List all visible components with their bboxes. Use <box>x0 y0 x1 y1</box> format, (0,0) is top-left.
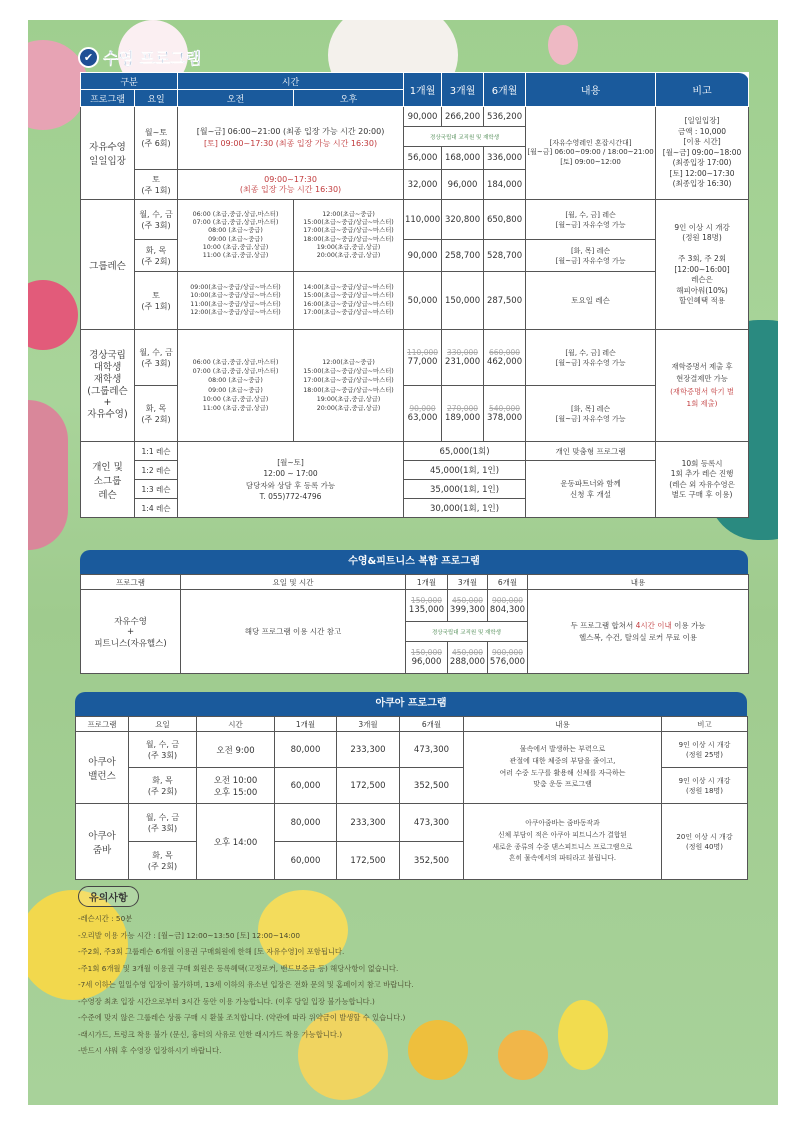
day-cell: 화, 목 (주 2회) <box>135 386 178 442</box>
original-price: 900,000 <box>491 596 523 605</box>
header-time: 시간 <box>197 717 275 732</box>
precaution-item: -반드시 샤워 후 수영장 입장하시기 바랍니다. <box>78 1046 222 1055</box>
price-6m: 336,000 <box>484 147 526 170</box>
price-1m: 50,000 <box>404 272 442 330</box>
time-saturday-only: 09:00~17:30 (최종 입장 가능 시간 16:30) <box>178 170 404 200</box>
day-cell: 토 (주 1회) <box>135 170 178 200</box>
lesson-type: 1:4 레슨 <box>135 499 178 518</box>
pm-schedule: 12:00(초급~중급) 15:00(초급~중급/상급~마스터) 17:00(초급~중급/상급~마스터) 18:00(초급~중급/상급~마스터) 19:00(초급,중급,상급) 20:00(초급,중급,상급) <box>294 200 404 272</box>
header-content: 내용 <box>464 717 662 732</box>
price-1m: 150,000 135,000 <box>406 590 448 622</box>
price-6m: 660,000 462,000 <box>484 330 526 386</box>
header-1month: 1개월 <box>275 717 337 732</box>
day-cell: 화, 목 (주 2회) <box>129 842 197 880</box>
price-3m: 266,200 <box>442 107 484 127</box>
original-price: 540,000 <box>489 404 521 413</box>
original-price: 660,000 <box>489 348 521 357</box>
price-1m: 150,000 96,000 <box>406 642 448 674</box>
program-group-lesson: 그룹레슨 <box>81 200 135 330</box>
price-3m: 150,000 <box>442 272 484 330</box>
time-saturday: [토] 09:00~17:30 (최종 입장 가능 시간 16:30) <box>203 139 378 148</box>
price-3m: 172,500 <box>337 768 400 804</box>
lesson-type: 1:2 레슨 <box>135 461 178 480</box>
header-content: 내용 <box>528 575 749 590</box>
lesson-type: 1:1 레슨 <box>135 442 178 461</box>
original-price: 150,000 <box>410 596 442 605</box>
header-program: 프로그램 <box>81 575 181 590</box>
note-cell: 9인 이상 시 개강 (정원 18명) <box>662 768 748 804</box>
time-cell: 오후 14:00 <box>197 804 275 880</box>
stem-decoration <box>28 400 68 550</box>
time-cell: 오전 10:00 오후 15:00 <box>197 768 275 804</box>
content-cell: [월, 수, 금] 레슨 [월~금] 자유수영 가능 <box>526 330 656 386</box>
program-student: 경상국립 대학생 재학생 (그룹레슨 + 자유수영) <box>81 330 135 442</box>
precaution-item: -레슨시간 : 50분 <box>78 914 133 923</box>
price-3m: 168,000 <box>442 147 484 170</box>
staff-student-label: 경상국립대 교직원 및 재학생 <box>404 127 526 147</box>
program-free-swim: 자유수영 일일입장 <box>81 107 135 200</box>
original-price: 900,000 <box>491 648 523 657</box>
am-schedule: 06:00 (초급,중급,상급,마스터) 07:00 (초급,중급,상급,마스터) 08:00 (초급~중급) 09:00 (초급~중급) 10:00 (초급,중급,상급) 11:00 (초급,중급,상급) <box>178 200 294 272</box>
note-student: 재학증명서 제출 후 현장결제만 가능 (재학증명서 학기 별 1회 제출) <box>656 330 749 442</box>
price-6m: 287,500 <box>484 272 526 330</box>
pm-schedule: 14:00(초급~중급/상급~마스터) 15:00(초급~중급/상급~마스터) 16:00(초급~중급/상급~마스터) 17:00(초급~중급/상급~마스터) <box>294 272 404 330</box>
price-1m: 80,000 <box>275 804 337 842</box>
price-1m: 56,000 <box>404 147 442 170</box>
price-6m: 540,000 378,000 <box>484 386 526 442</box>
day-cell: 토 (주 1회) <box>135 272 178 330</box>
precaution-item: -7세 이하는 일일수영 입장이 불가하며, 13세 이하의 유소년 입장은 전화 문의 및 홈페이지 참고 바랍니다. <box>78 980 414 989</box>
day-cell: 화, 목 (주 2회) <box>135 240 178 272</box>
price-per-session: 35,000(1회, 1인) <box>404 480 526 499</box>
precautions-section <box>78 886 578 1060</box>
note-free-swim: [일일입장] 금액 : 10,000 [이용 시간] [월~금] 09:00~18:00 (최종입장 17:00) [토] 12:00~17:30 (최종입장 16:30) <box>656 107 749 200</box>
time-weekday: [월~금] 06:00~21:00 (최종 입장 가능 시간 20:00) <box>196 127 385 136</box>
header-time: 시간 <box>178 73 404 90</box>
precautions-title: 유의사항 <box>78 886 139 907</box>
combo-content: 두 프로그램 합쳐서 4시간 이내 이용 가능 헬스복, 수건, 탈의실 로커 무료 이용 <box>528 590 749 674</box>
original-price: 450,000 <box>451 648 483 657</box>
content-cell: [화, 목] 레슨 [월~금] 자유수영 가능 <box>526 240 656 272</box>
program-aqua-balance: 아쿠아 밸런스 <box>76 732 129 804</box>
flower-decoration <box>548 25 578 65</box>
price-3m: 233,300 <box>337 732 400 768</box>
price-6m: 352,500 <box>400 768 464 804</box>
price-1m: 110,000 77,000 <box>404 330 442 386</box>
price-1m: 80,000 <box>275 732 337 768</box>
original-price: 330,000 <box>447 348 479 357</box>
header-note: 비고 <box>662 717 748 732</box>
header-pm: 오후 <box>294 90 404 107</box>
time-cell: 오전 9:00 <box>197 732 275 768</box>
content-cell: 아쿠아줌바는 줌바동작과 신체 부담이 적은 아쿠아 피트니스가 결합된 새로운 종류의 수중 댄스피트니스 프로그램으로 흔히 물속에서의 파티라고 불립니다. <box>464 804 662 880</box>
content-cell: 운동파트너와 함께 신청 후 개설 <box>526 461 656 518</box>
precaution-item: -수영장 최초 입장 시간으로부터 3시간 동안 이용 가능합니다. (이후 당일 입장 불가능합니다.) <box>78 996 375 1006</box>
am-schedule: 06:00 (초급,중급,상급,마스터) 07:00 (초급,중급,상급,마스터) 08:00 (초급~중급) 09:00 (초급~중급) 10:00 (초급,중급,상급) 11:00 (초급,중급,상급) <box>178 330 294 442</box>
price-3m: 172,500 <box>337 842 400 880</box>
original-price: 90,000 <box>409 404 436 413</box>
day-cell: 월, 수, 금 (주 3회) <box>129 732 197 768</box>
aqua-program-title: 아쿠아 프로그램 <box>75 692 747 716</box>
section-title-text: 수영 프로그램 <box>103 49 202 68</box>
combo-program-title: 수영&피트니스 복합 프로그램 <box>80 550 748 574</box>
price-6m: 352,500 <box>400 842 464 880</box>
header-am: 오전 <box>178 90 294 107</box>
price-6m: 528,700 <box>484 240 526 272</box>
header-1month: 1개월 <box>404 73 442 107</box>
check-circle-icon: ✔ <box>78 47 99 68</box>
header-program: 프로그램 <box>76 717 129 732</box>
content-free-swim: [자유수영레인 혼잡시간대] [월~금] 06:00~09:00 / 18:00~21:00 [토] 09:00~12:00 <box>526 107 656 200</box>
header-program: 프로그램 <box>81 90 135 107</box>
content-cell: 물속에서 발생하는 부력으로 관절에 대한 체중의 부담을 줄이고, 여러 수중 도구를 활용해 신체를 자극하는 맞춤 운동 프로그램 <box>464 732 662 804</box>
private-time: [월~토] 12:00 ~ 17:00 담당자와 상담 후 등록 가능 T. 055)772-4796 <box>178 442 404 518</box>
precaution-item: -수준에 맞지 않은 그룹레슨 상품 구매 시 환불 조치합니다. (약관에 따라 위약금이 발생할 수 있습니다.) <box>78 1013 406 1022</box>
header-3month: 3개월 <box>442 73 484 107</box>
precaution-item: -오리발 이용 가능 시간 : [월~금] 12:00~13:50 [토] 12:00~14:00 <box>78 930 301 940</box>
content-cell: 토요일 레슨 <box>526 272 656 330</box>
price-6m: 473,300 <box>400 732 464 768</box>
header-time: 요일 및 시간 <box>181 575 406 590</box>
precaution-item: -래시가드, 트렁크 착용 불가 (문신, 흉터의 사유로 인한 래시가드 착용 가능합니다.) <box>78 1029 343 1039</box>
header-3month: 3개월 <box>448 575 488 590</box>
price-6m: 473,300 <box>400 804 464 842</box>
program-private-lesson: 개인 및 소그룹 레슨 <box>81 442 135 518</box>
aqua-program-table <box>75 692 747 880</box>
swim-program-title <box>78 46 201 69</box>
header-day: 요일 <box>129 717 197 732</box>
program-aqua-zumba: 아쿠아 줌바 <box>76 804 129 880</box>
content-cell: [화, 목] 레슨 [월~금] 자유수영 가능 <box>526 386 656 442</box>
time-cell <box>178 107 404 170</box>
combo-program-name: 자유수영 + 피트니스(자유헬스) <box>81 590 181 674</box>
price-6m: 900,000 804,300 <box>488 590 528 622</box>
price-6m: 536,200 <box>484 107 526 127</box>
price-per-session: 45,000(1회, 1인) <box>404 461 526 480</box>
price-3m: 96,000 <box>442 170 484 200</box>
content-cell: [월, 수, 금] 레슨 [월~금] 자유수영 가능 <box>526 200 656 240</box>
price-6m: 650,800 <box>484 200 526 240</box>
note-cell: 9인 이상 시 개강 (정원 25명) <box>662 732 748 768</box>
swim-program-table <box>80 72 748 518</box>
day-cell: 화, 목 (주 2회) <box>129 768 197 804</box>
header-3month: 3개월 <box>337 717 400 732</box>
price-6m: 900,000 576,000 <box>488 642 528 674</box>
original-price: 450,000 <box>451 596 483 605</box>
note-cell: 20인 이상 시 개강 (정원 40명) <box>662 804 748 880</box>
combo-time: 해당 프로그램 이용 시간 참고 <box>181 590 406 674</box>
flower-decoration <box>28 280 78 350</box>
price-3m: 330,000 231,000 <box>442 330 484 386</box>
price-1m: 90,000 <box>404 107 442 127</box>
price-3m: 320,800 <box>442 200 484 240</box>
precaution-item: -주1회 6개월 및 3개월 이용권 구매 회원은 등록혜택(고정로커, 밴드보증금 등) 해당사항이 없습니다. <box>78 963 399 973</box>
combo-program-table <box>80 550 748 674</box>
header-6month: 6개월 <box>484 73 526 107</box>
price-6m: 184,000 <box>484 170 526 200</box>
price-per-session: 30,000(1회, 1인) <box>404 499 526 518</box>
staff-student-label: 경상국립대 교직원 및 재학생 <box>406 622 528 642</box>
original-price: 110,000 <box>407 348 439 357</box>
header-category: 구분 <box>81 73 178 90</box>
pm-schedule: 12:00(초급~중급) 15:00(초급~중급/상급~마스터) 17:00(초급~중급/상급~마스터) 18:00(초급~중급/상급~마스터) 19:00(초급,중급,상급) 20:00(초급,중급,상급) <box>294 330 404 442</box>
price-3m: 270,000 189,000 <box>442 386 484 442</box>
price-1m: 60,000 <box>275 768 337 804</box>
header-6month: 6개월 <box>488 575 528 590</box>
price-3m: 450,000 288,000 <box>448 642 488 674</box>
header-content: 내용 <box>526 73 656 107</box>
price-1m: 90,000 63,000 <box>404 386 442 442</box>
price-1m: 60,000 <box>275 842 337 880</box>
price-3m: 233,300 <box>337 804 400 842</box>
price-per-session: 65,000(1회) <box>404 442 526 461</box>
original-price: 150,000 <box>410 648 442 657</box>
original-price: 270,000 <box>447 404 479 413</box>
header-6month: 6개월 <box>400 717 464 732</box>
lesson-type: 1:3 레슨 <box>135 480 178 499</box>
note-private: 10회 등록시 1회 추가 레슨 진행 (레슨 외 자유수영은 별도 구매 후 이용) <box>656 442 749 518</box>
price-1m: 110,000 <box>404 200 442 240</box>
am-schedule: 09:00(초급~중급/상급~마스터) 10:00(초급~중급/상급~마스터) 11:00(초급~중급/상급~마스터) 12:00(초급~중급/상급~마스터) <box>178 272 294 330</box>
price-1m: 32,000 <box>404 170 442 200</box>
content-cell: 개인 맞춤형 프로그램 <box>526 442 656 461</box>
day-cell: 월, 수, 금 (주 3회) <box>129 804 197 842</box>
price-3m: 450,000 399,300 <box>448 590 488 622</box>
header-1month: 1개월 <box>406 575 448 590</box>
price-1m: 90,000 <box>404 240 442 272</box>
note-group-lesson: 9인 이상 시 개강 (정원 18명) 주 3회, 주 2회 [12:00~16:00] 레슨은 해피아워(10%) 할인혜택 적용 <box>656 200 749 330</box>
day-cell: 월, 수, 금 (주 3회) <box>135 330 178 386</box>
day-cell: 월~토 (주 6회) <box>135 107 178 170</box>
price-3m: 258,700 <box>442 240 484 272</box>
header-day: 요일 <box>135 90 178 107</box>
day-cell: 월, 수, 금 (주 3회) <box>135 200 178 240</box>
precaution-item: -주2회, 주3회 그룹레슨 6개월 이용권 구매회원에 한해 [토 자유수영]이 포함됩니다. <box>78 947 345 956</box>
header-note: 비고 <box>656 73 749 107</box>
